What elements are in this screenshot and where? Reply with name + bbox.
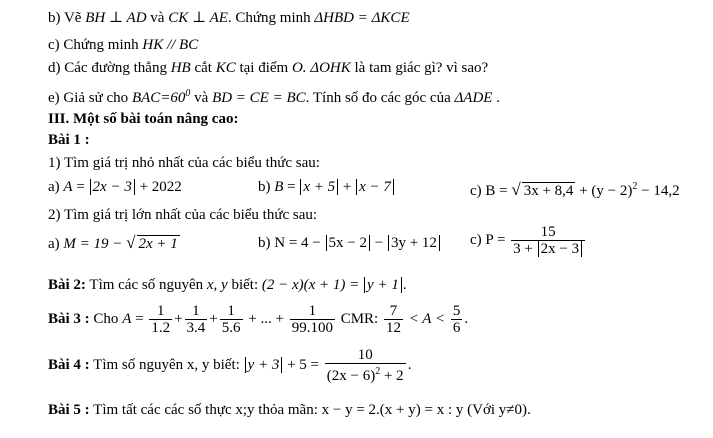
math: M = 19 − xyxy=(63,236,127,252)
problem2b xyxy=(258,234,441,252)
numerator: 1 xyxy=(290,303,335,320)
plus: + xyxy=(174,310,183,327)
text: e) Giả sử cho xyxy=(48,90,132,106)
label: Bài 4 : xyxy=(48,356,90,373)
section-heading: III. Một số bài toán nâng cao: xyxy=(48,111,239,127)
math: A xyxy=(122,310,132,327)
text: (2x − 6) xyxy=(326,368,376,384)
bai2 xyxy=(48,276,407,294)
denominator: 3.4 xyxy=(186,320,206,336)
bai5 xyxy=(48,401,531,419)
text: . Tính số đo các góc của xyxy=(305,90,455,106)
label: c) xyxy=(470,231,486,248)
text: + 2 xyxy=(380,368,404,384)
text: cắt xyxy=(190,60,216,76)
math: BD = CE = BC xyxy=(212,90,306,106)
math: B xyxy=(274,179,284,195)
text: Tìm các số nguyên xyxy=(85,277,207,293)
denominator: 1.2 xyxy=(151,320,171,336)
text: + xyxy=(339,179,356,195)
bai4 xyxy=(48,347,411,384)
abs-value: 5x − 2 xyxy=(326,235,370,251)
problem1c xyxy=(470,178,680,200)
exponent: 2 xyxy=(375,366,381,377)
problem2a xyxy=(48,234,180,253)
math: ΔHBD = ΔKCE xyxy=(314,10,410,26)
problem2c xyxy=(470,224,587,257)
line-b xyxy=(48,9,410,27)
text: Tìm số nguyên x, y biết: xyxy=(89,356,244,373)
abs-value: 2x − 3 xyxy=(538,241,582,257)
text: . xyxy=(464,310,469,327)
math: < A < xyxy=(404,310,449,327)
math: BAC=60 xyxy=(131,90,186,106)
text: 3 + xyxy=(513,241,537,257)
denominator: 5.6 xyxy=(221,320,241,336)
math: x, y xyxy=(206,277,228,293)
text: . xyxy=(407,356,412,373)
problem1-text: 1) Tìm giá trị nhỏ nhất của các biểu thức sau: xyxy=(48,155,320,171)
degree: 0 xyxy=(185,88,191,99)
fraction xyxy=(290,303,335,336)
fraction xyxy=(511,224,585,257)
numerator: 15 xyxy=(511,224,585,241)
math: CK ⊥ AE xyxy=(168,10,228,26)
math: HK // BC xyxy=(142,37,199,53)
numerator: 1 xyxy=(220,303,243,320)
text: Tìm tất các các số thực x;y thỏa mãn: xyxy=(89,402,322,418)
fraction xyxy=(384,303,403,336)
text: = xyxy=(283,179,300,195)
abs-value: y + 1 xyxy=(364,277,402,293)
text: = xyxy=(131,310,148,327)
radical-sign: √ xyxy=(511,180,521,199)
bai1-label: Bài 1 : xyxy=(48,132,90,148)
radicand: 2x + 1 xyxy=(138,236,178,252)
exponent: 2 xyxy=(632,181,638,192)
denominator: 6 xyxy=(452,320,461,336)
text: + 2022 xyxy=(135,179,182,195)
problem1b xyxy=(258,178,395,196)
text: d) Các đường thẳng xyxy=(48,60,171,76)
label: a) xyxy=(48,236,64,252)
text: . xyxy=(492,90,500,106)
text: (Với y≠0). xyxy=(463,402,531,418)
text: + ... + xyxy=(244,310,288,327)
label: c) xyxy=(470,183,486,199)
text: − 14,2 xyxy=(637,183,680,199)
text: + 5 = xyxy=(283,356,323,373)
fraction xyxy=(220,303,243,336)
math: HB xyxy=(170,60,191,76)
label: Bài 5 : xyxy=(48,402,90,418)
numerator: 1 xyxy=(185,303,208,320)
text: = xyxy=(72,179,89,195)
text: − xyxy=(370,235,387,251)
abs-value: y + 3 xyxy=(245,357,283,373)
fraction xyxy=(149,303,172,336)
fraction xyxy=(451,303,463,336)
text: là tam giác gì? vì sao? xyxy=(350,60,489,76)
plus: + xyxy=(209,310,218,327)
text: và xyxy=(190,90,213,106)
math: BH ⊥ AD xyxy=(85,10,147,26)
math: ΔADE xyxy=(454,90,493,106)
label: b) xyxy=(258,179,275,195)
problem1a xyxy=(48,178,182,196)
denominator: 12 xyxy=(385,320,401,336)
math: N = 4 − xyxy=(274,235,325,251)
abs-value: x − 7 xyxy=(356,179,394,195)
text: biết: xyxy=(227,277,262,293)
bai3 xyxy=(48,303,468,336)
fraction xyxy=(325,347,406,384)
numerator: 5 xyxy=(452,303,461,319)
text: tại điểm xyxy=(235,60,292,76)
text: . Chứng minh xyxy=(227,10,315,26)
denominator: 99.100 xyxy=(291,320,333,336)
text: và xyxy=(146,10,169,26)
line-c xyxy=(48,36,198,54)
text: c) Chứng minh xyxy=(48,37,143,53)
line-d xyxy=(48,59,488,77)
fraction xyxy=(185,303,208,336)
denominator xyxy=(511,241,585,257)
label: b) xyxy=(258,235,275,251)
problem2-text: 2) Tìm giá trị lớn nhất của các biểu thức sau: xyxy=(48,207,318,223)
denominator xyxy=(325,364,406,384)
label: Bài 3 : xyxy=(48,310,90,327)
radical-sign: √ xyxy=(126,233,136,252)
math: KC xyxy=(215,60,236,76)
line-e xyxy=(48,85,500,107)
math: P = xyxy=(485,231,510,248)
text: . xyxy=(402,277,407,293)
label: a) xyxy=(48,179,64,195)
math: A xyxy=(63,179,73,195)
text: + (y − 2) xyxy=(575,183,633,199)
math: (2 − x)(x + 1) = xyxy=(261,277,364,293)
abs-value: 3y + 12 xyxy=(388,235,440,251)
math: O. ΔOHK xyxy=(291,60,351,76)
radicand: 3x + 8,4 xyxy=(523,183,574,199)
text: CMR: xyxy=(336,310,382,327)
numerator: 10 xyxy=(325,347,406,364)
abs-value: 2x − 3 xyxy=(90,179,135,195)
text: b) Vẽ xyxy=(48,10,86,26)
numerator: 1 xyxy=(149,303,172,320)
abs-value: x + 5 xyxy=(300,179,338,195)
numerator: 7 xyxy=(384,303,403,320)
label: Bài 2: xyxy=(48,277,86,293)
text: Cho xyxy=(89,310,123,327)
math: B = xyxy=(485,183,512,199)
math: x − y = 2.(x + y) = x : y xyxy=(321,402,464,418)
